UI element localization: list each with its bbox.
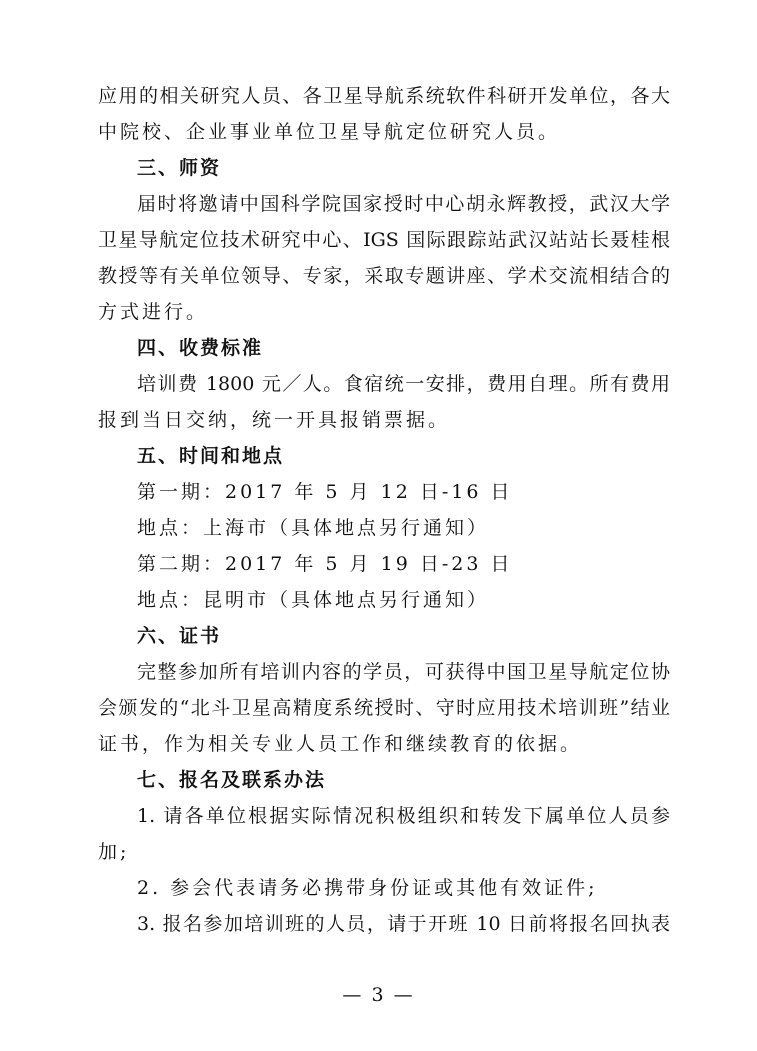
section-5-heading: 五、时间和地点 — [137, 445, 285, 467]
section-3-line-4: 方式进行。 — [98, 301, 209, 323]
section-3-line-2: 卫星导航定位技术研究中心、IGS 国际跟踪站武汉站站长聂桂根 — [98, 229, 670, 251]
section-6-line-3: 证书，作为相关专业人员工作和继续教育的依据。 — [98, 733, 583, 755]
page-number: — 3 — — [342, 984, 415, 1006]
section-6-line-1: 完整参加所有培训内容的学员，可获得中国卫星导航定位协 — [137, 661, 670, 683]
section-3-line-3: 教授等有关单位领导、专家，采取专题讲座、学术交流相结合的 — [98, 265, 670, 287]
section-6-heading: 六、证书 — [137, 625, 222, 647]
section-5-period-1: 第一期：2017 年 5 月 12 日-16 日 — [137, 481, 513, 503]
audience-line-1: 应用的相关研究人员、各卫星导航系统软件科研开发单位，各大 — [98, 85, 670, 107]
audience-line-2: 中院校、企业事业单位卫星导航定位研究人员。 — [98, 121, 561, 143]
section-4-line-1: 培训费 1800 元／人。食宿统一安排，费用自理。所有费用 — [137, 373, 670, 395]
section-5-period-2: 第二期：2017 年 5 月 19 日-23 日 — [137, 553, 513, 575]
section-7-item-1-line-2: 加; — [98, 841, 130, 863]
section-6-line-2: 会颁发的“北斗卫星高精度系统授时、守时应用技术培训班”结业 — [98, 697, 670, 719]
section-3-heading: 三、师资 — [137, 157, 222, 179]
section-7-item-2: 2. 参会代表请务必携带身份证或其他有效证件; — [137, 877, 598, 899]
section-7-item-3-line-1: 3. 报名参加培训班的人员，请于开班 10 日前将报名回执表 — [137, 913, 670, 935]
section-4-heading: 四、收费标准 — [137, 337, 264, 359]
section-5-place-2: 地点：昆明市（具体地点另行通知） — [137, 589, 490, 611]
section-7-heading: 七、报名及联系办法 — [137, 769, 327, 791]
section-5-place-1: 地点：上海市（具体地点另行通知） — [137, 517, 490, 539]
section-7-item-1-line-1: 1. 请各单位根据实际情况积极组织和转发下属单位人员参 — [137, 805, 670, 827]
section-4-line-2: 报到当日交纳，统一开具报销票据。 — [98, 409, 451, 431]
section-3-line-1: 届时将邀请中国科学院国家授时中心胡永辉教授，武汉大学 — [137, 193, 670, 215]
